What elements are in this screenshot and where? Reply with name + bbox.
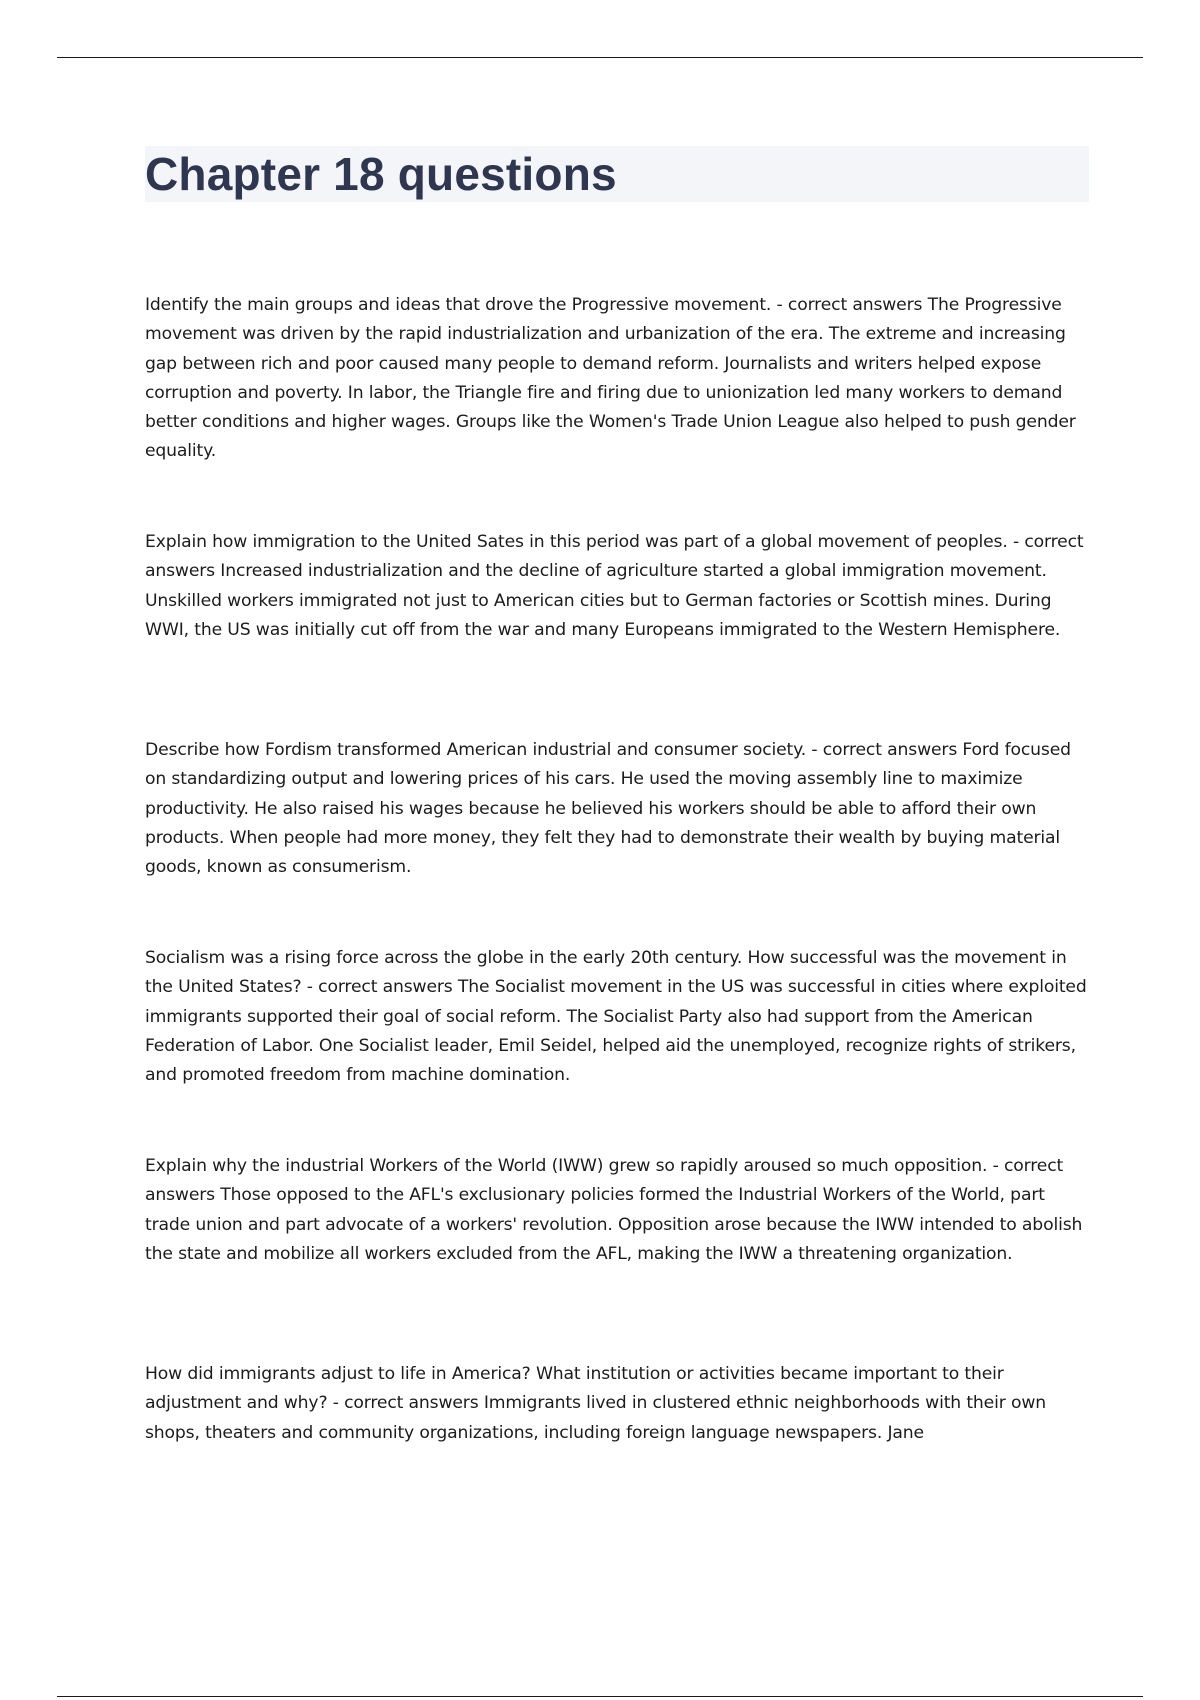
qa-entry: How did immigrants adjust to life in America? What institution or activities became important to their adjustment and why? - correct answers Immigrants lived in clustered ethnic neighborhoods with their own shops, theaters and community organizations, including foreign language newspapers. Jane — [145, 1364, 1046, 1443]
qa-entry: Explain how immigration to the United Sates in this period was part of a global movement of peoples. - correct answers Increased industrialization and the decline of agriculture started a global immigration movement. Unskilled workers immigrated not just to American cities but to German factories or Scottish mines. During WWI, the US was initially cut off from the war and many Europeans immigrated to the Western Hemisphere. — [145, 532, 1084, 640]
qa-entry: Identify the main groups and ideas that drove the Progressive movement. - correct answers The Progressive movement was driven by the rapid industrialization and urbanization of the era. The extreme and increasing gap between rich and poor caused many people to demand reform. Journalists and writers helped expose corruption and poverty. In labor, the Triangle fire and firing due to unionization led many workers to demand better conditions and higher wages. Groups like the Women's Trade Union League also helped to push gender equality. — [145, 295, 1076, 462]
top-rule — [57, 57, 1143, 58]
qa-entry: Describe how Fordism transformed American industrial and consumer society. - correct answers Ford focused on standardizing output and lowering prices of his cars. He used the moving assembly line to maximize productivity. He also raised his wages because he believed his workers should be able to afford their own products. When people had more money, they felt they had to demonstrate their wealth by buying material goods, known as consumerism. — [145, 740, 1071, 878]
page-title: Chapter 18 questions — [145, 148, 617, 200]
qa-entry: Socialism was a rising force across the globe in the early 20th century. How successful was the movement in the United States? - correct answers The Socialist movement in the US was successful in cities where exploited immigrants supported their goal of social reform. The Socialist Party also had support from the American Federation of Labor. One Socialist leader, Emil Seidel, helped aid the unemployed, recognize rights of strikers, and promoted freedom from machine domination. — [145, 948, 1087, 1086]
bottom-rule — [57, 1696, 1143, 1697]
qa-entry: Explain why the industrial Workers of the World (IWW) grew so rapidly aroused so much opposition. - correct answers Those opposed to the AFL's exclusionary policies formed the Industrial Workers of the World, part trade union and part advocate of a workers' revolution. Opposition arose because the IWW intended to abolish the state and mobilize all workers excluded from the AFL, making the IWW a threatening organization. — [145, 1156, 1083, 1264]
